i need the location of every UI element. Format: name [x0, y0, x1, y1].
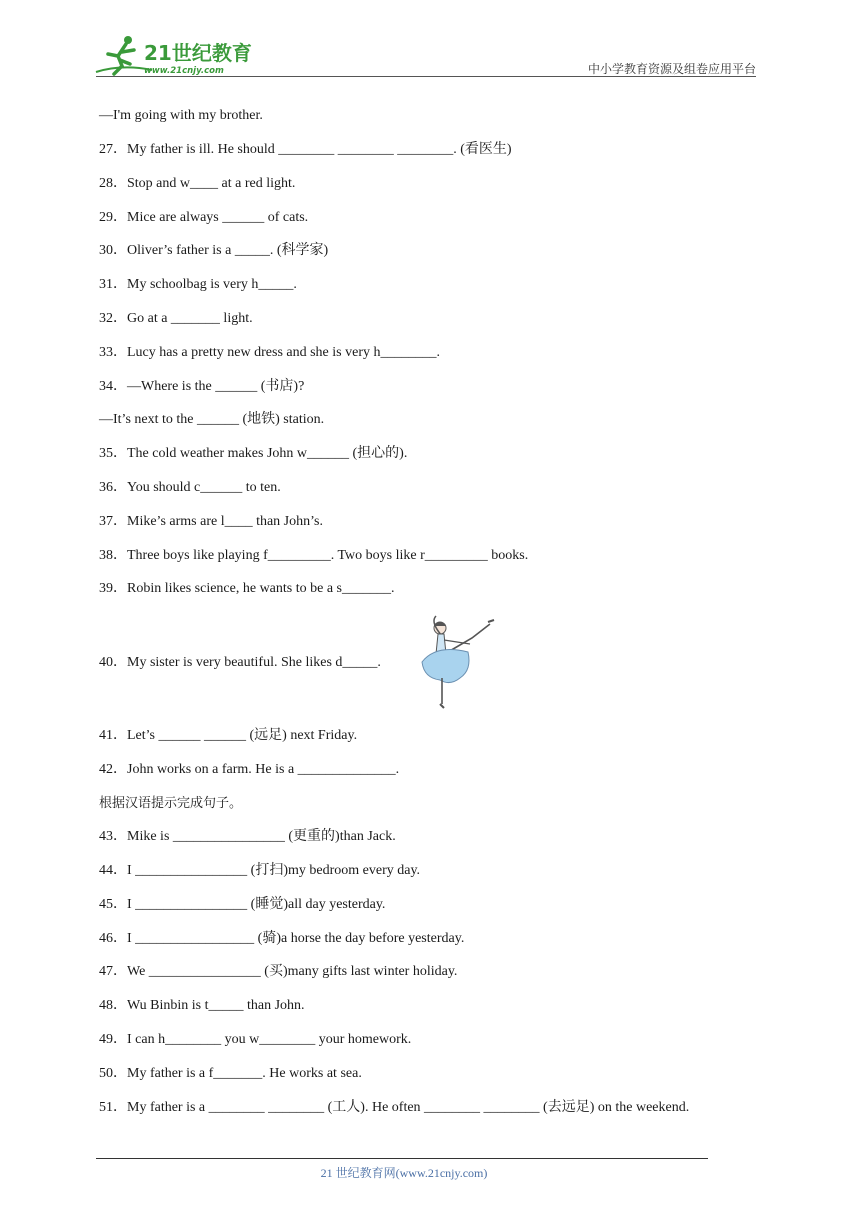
section-instruction: 根据汉语提示完成句子。 — [99, 796, 243, 811]
question-38: 38．Three boys like playing f_________. Two boys like r_________ books. — [99, 548, 529, 563]
question-34: 34．—Where is the ______ (书店)? — [99, 379, 305, 394]
question-42: 42．John works on a farm. He is a ______________. — [99, 762, 400, 777]
question-35: 35．The cold weather makes John w______ (担心的). — [99, 446, 408, 461]
question-46: 46．I _________________ (骑)a horse the day before yesterday. — [99, 931, 465, 946]
logo-text: 21世纪教育 — [144, 41, 252, 65]
question-30: 30．Oliver’s father is a _____. (科学家) — [99, 243, 329, 258]
question-37: 37．Mike’s arms are l____ than John’s. — [99, 514, 323, 529]
footer-text: 21 世纪教育网(www.21cnjy.com) — [320, 1166, 488, 1180]
header-platform-text: 中小学教育资源及组卷应用平台 — [587, 62, 756, 76]
footer-divider — [96, 1158, 708, 1159]
logo-url: www.21cnjy.com — [144, 66, 224, 76]
question-33: 33．Lucy has a pretty new dress and she is very h________. — [99, 345, 440, 360]
answer-line: —I'm going with my brother. — [99, 108, 263, 123]
question-36: 36．You should c______ to ten. — [99, 480, 281, 495]
ballerina-illustration — [410, 612, 500, 712]
question-45: 45．I ________________ (睡觉)all day yesterday. — [99, 897, 386, 912]
question-48: 48．Wu Binbin is t_____ than John. — [99, 998, 305, 1013]
question-32: 32．Go at a _______ light. — [99, 311, 253, 326]
question-50: 50．My father is a f_______. He works at sea. — [99, 1066, 362, 1081]
question-39: 39．Robin likes science, he wants to be a s_______. — [99, 581, 395, 596]
page-header — [0, 0, 860, 80]
question-27: 27．My father is ill. He should ________ ________ ________. (看医生) — [99, 142, 512, 157]
question-47: 47．We ________________ (买)many gifts last winter holiday. — [99, 964, 458, 979]
question-28: 28．Stop and w____ at a red light. — [99, 176, 296, 191]
question-43: 43．Mike is ________________ (更重的)than Jack. — [99, 829, 396, 844]
question-49: 49．I can h________ you w________ your homework. — [99, 1032, 412, 1047]
question-51: 51．My father is a ________ ________ (工人). He often ________ ________ (去远足) on the weekend. — [99, 1100, 690, 1115]
page-footer — [0, 1164, 860, 1181]
question-29: 29．Mice are always ______ of cats. — [99, 210, 309, 225]
question-41: 41．Let’s ______ ______ (远足) next Friday. — [99, 728, 358, 743]
header-divider — [96, 76, 756, 77]
question-44: 44．I ________________ (打扫)my bedroom every day. — [99, 863, 421, 878]
question-34-reply: —It’s next to the ______ (地铁) station. — [99, 412, 325, 427]
question-40: 40．My sister is very beautiful. She likes d_____. — [99, 655, 381, 670]
site-logo — [92, 34, 262, 78]
question-31: 31．My schoolbag is very h_____. — [99, 277, 297, 292]
